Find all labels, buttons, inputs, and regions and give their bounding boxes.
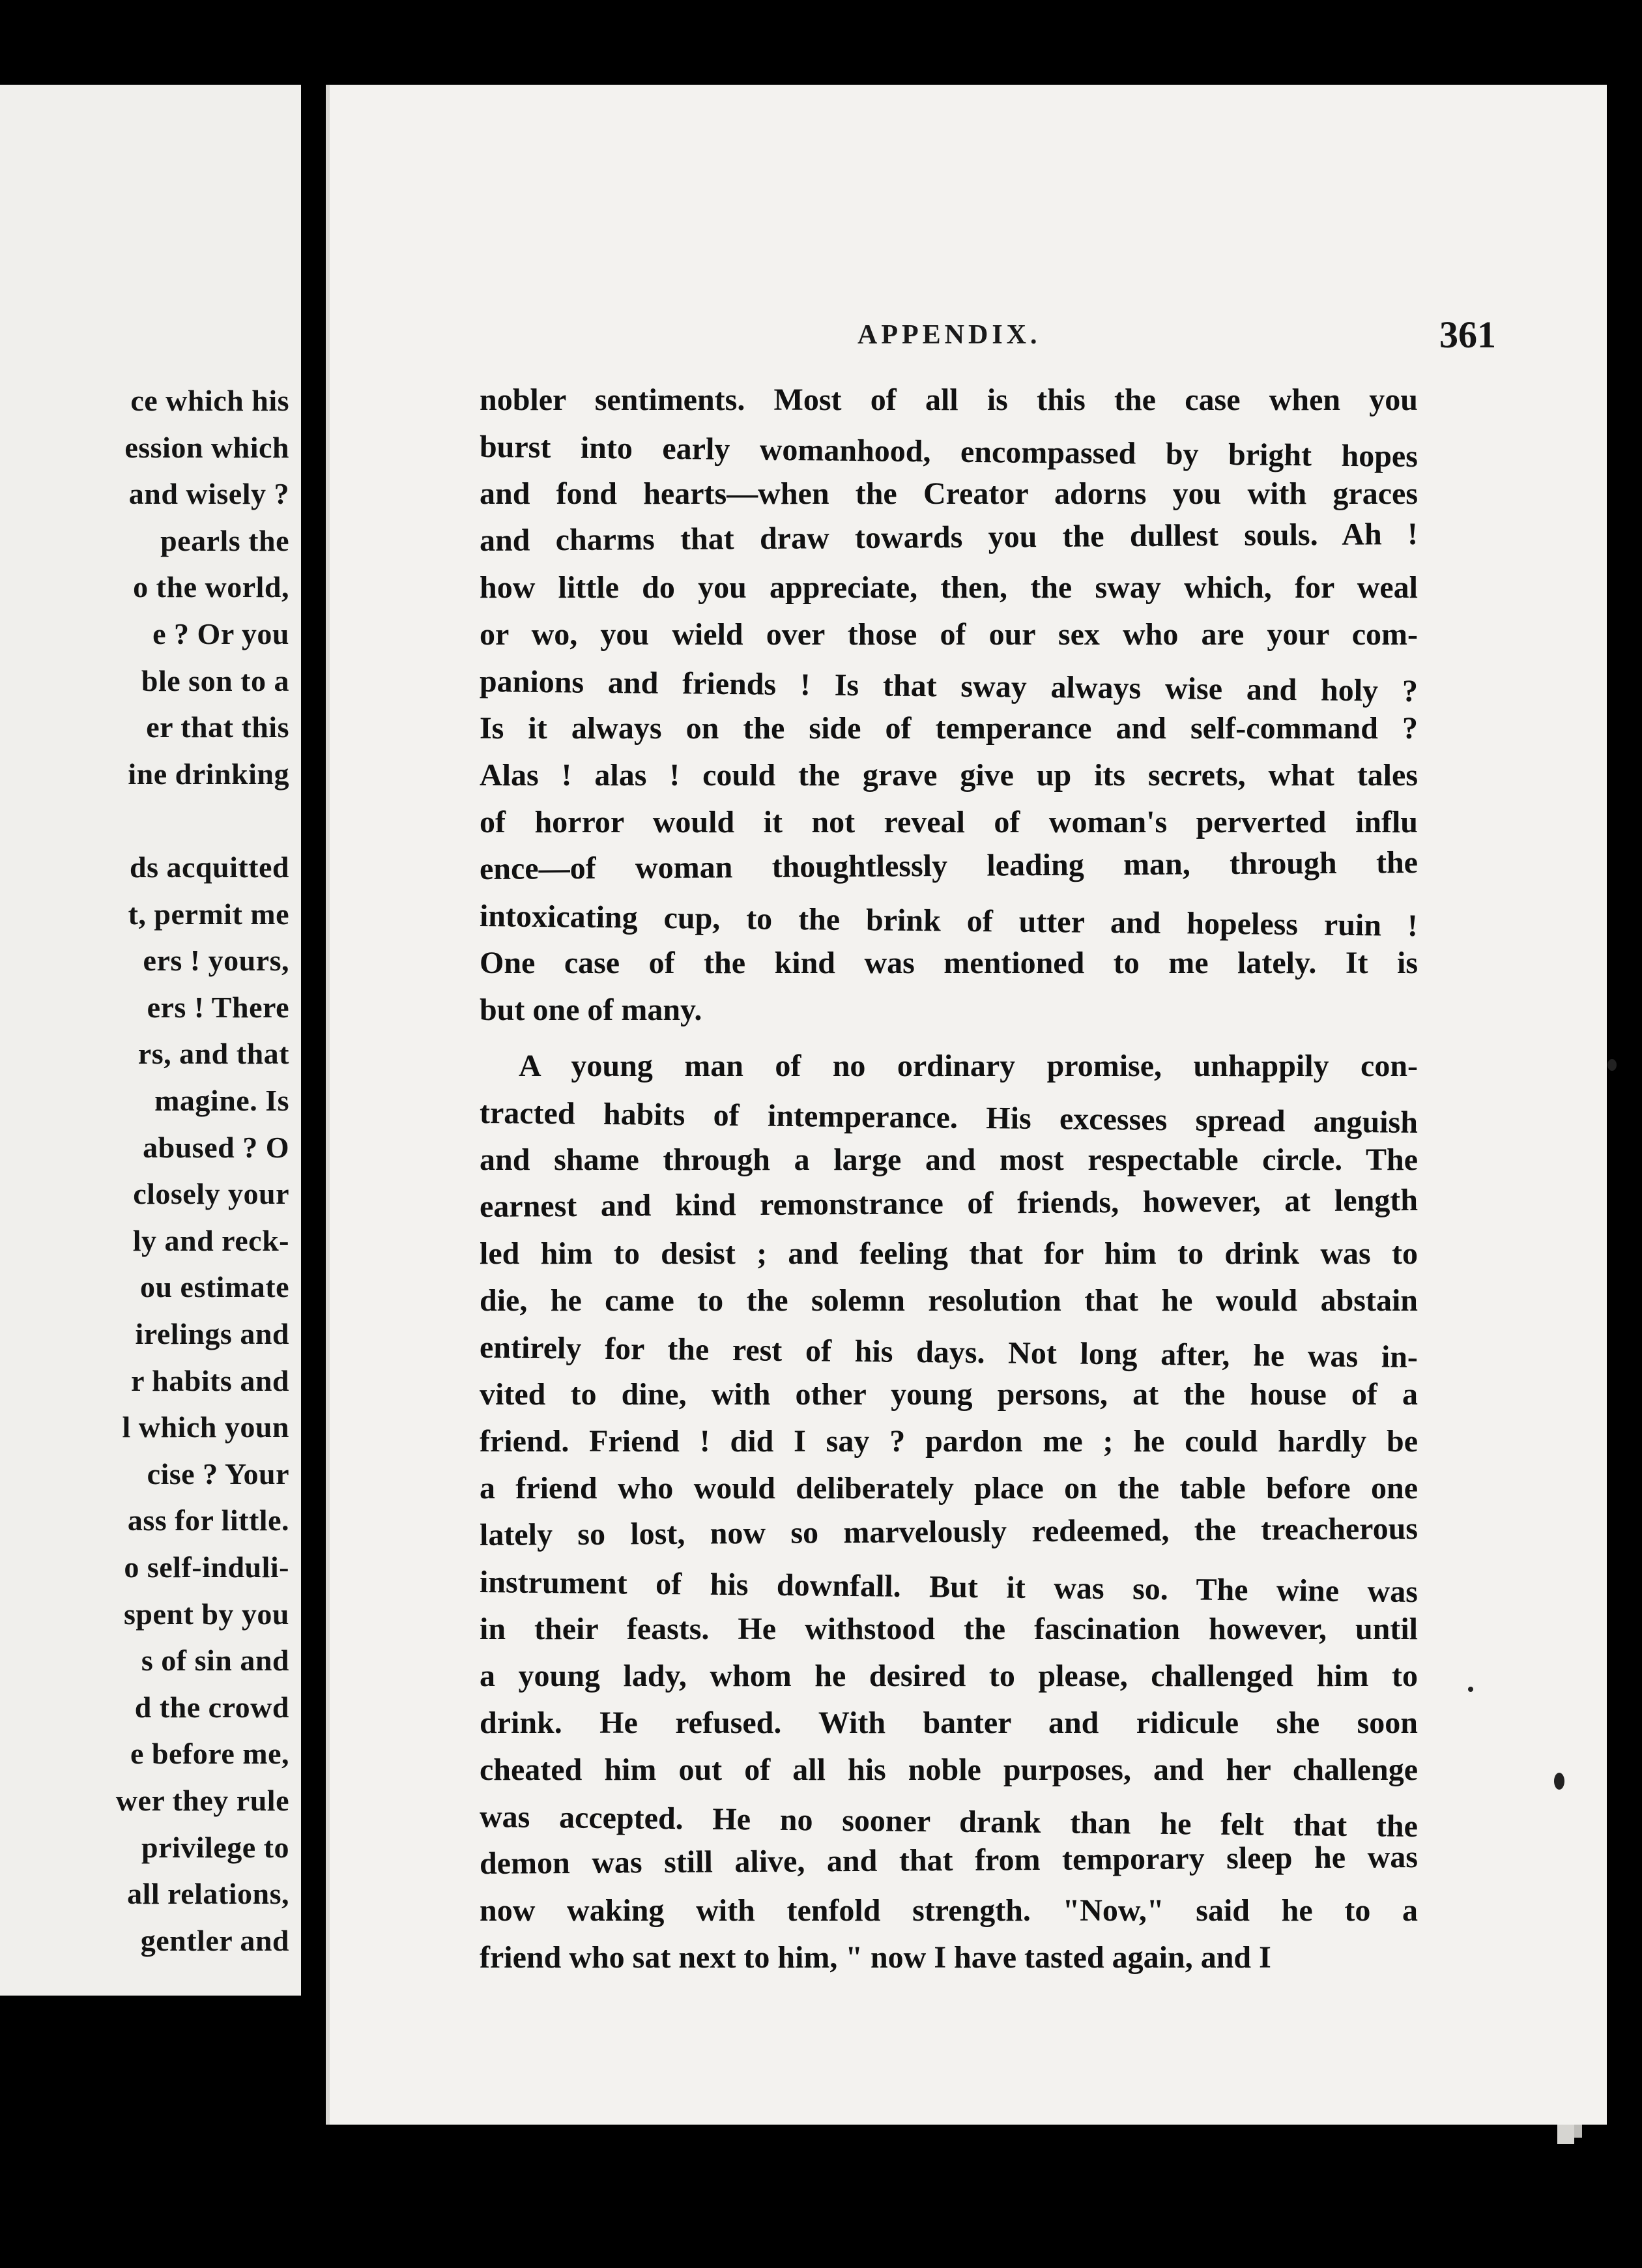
facing-page-line: abused ? O xyxy=(143,1130,289,1164)
facing-page-line: e before me, xyxy=(130,1737,289,1771)
text-line: A young man of no ordinary promise, unhappily con- xyxy=(519,1049,1418,1083)
facing-page-line: ce which his xyxy=(130,384,289,417)
facing-page-line: ers ! There xyxy=(147,990,289,1024)
facing-page-line: all relations, xyxy=(127,1877,289,1911)
facing-page-line: pearls the xyxy=(160,523,289,557)
text-line: instrument of his downfall. But it was so. The wine was xyxy=(479,1565,1419,1610)
text-line: and charms that draw towards you the dullest souls. Ah ! xyxy=(479,516,1419,558)
facing-page-line: ine drinking xyxy=(128,757,289,791)
text-line: led him to desist ; and feeling that for him to drink was to xyxy=(480,1236,1418,1271)
text-line: drink. He refused. With banter and ridicule she soon xyxy=(480,1706,1418,1740)
scan-speck xyxy=(1468,1687,1473,1692)
facing-page-line: er that this xyxy=(146,710,289,744)
facing-page-line: rs, and that xyxy=(137,1037,289,1071)
text-line: and fond hearts—when the Creator adorns you with graces xyxy=(480,476,1418,511)
text-line: of horror would it not reveal of woman's perverted influ xyxy=(480,805,1418,839)
text-line: in their feasts. He withstood the fascination however, until xyxy=(480,1612,1418,1646)
body-text xyxy=(480,377,1418,1981)
facing-page-line: l which youn xyxy=(122,1410,289,1444)
text-line: vited to dine, with other young persons, at the house of a xyxy=(480,1377,1418,1412)
text-line: earnest and kind remonstrance of friends, however, at length xyxy=(479,1182,1419,1224)
text-line: lately so lost, now so marvelously redeemed, the treacherous xyxy=(479,1511,1419,1552)
facing-page-line: privilege to xyxy=(141,1830,289,1864)
text-line: cheated him out of all his noble purposes, and her challenge xyxy=(480,1752,1418,1787)
text-line: One case of the kind was mentioned to me lately. It is xyxy=(480,946,1418,980)
facing-page-line: r habits and xyxy=(131,1363,289,1397)
facing-page-line: ly and reck- xyxy=(132,1223,289,1257)
scan-speck xyxy=(1607,1059,1617,1071)
text-line: tracted habits of intemperance. His excesses spread anguish xyxy=(479,1096,1419,1141)
text-line: panions and friends ! Is that sway always wise and holy ? xyxy=(479,664,1419,709)
text-line: burst into early womanhood, encompassed by bright hopes xyxy=(479,429,1419,474)
facing-page-line: spent by you xyxy=(124,1597,289,1631)
facing-page-line: d the crowd xyxy=(134,1690,289,1724)
text-line: entirely for the rest of his days. Not long after, he was in- xyxy=(479,1330,1419,1375)
text-line: and shame through a large and most respectable circle. The xyxy=(480,1142,1418,1177)
facing-page-line: s of sin and xyxy=(141,1644,289,1678)
facing-page-line: o the world, xyxy=(133,570,289,604)
text-line: how little do you appreciate, then, the sway which, for weal xyxy=(480,570,1418,605)
text-line: die, he came to the solemn resolution that he would abstain xyxy=(480,1283,1418,1318)
facing-page-line: gentler and xyxy=(140,1923,289,1957)
facing-page-line: ds acquitted xyxy=(130,850,289,884)
text-line: ence—of woman thoughtlessly leading man, through the xyxy=(479,845,1419,886)
facing-page-line: ass for little. xyxy=(127,1504,289,1537)
facing-page-line: cise ? Your xyxy=(147,1457,289,1490)
text-line: but one of many. xyxy=(480,993,702,1027)
facing-page-line: magine. Is xyxy=(154,1084,289,1117)
running-header xyxy=(330,313,1607,371)
text-line: intoxicating cup, to the brink of utter and hopeless ruin ! xyxy=(479,899,1419,944)
facing-page-line: ou estimate xyxy=(139,1270,289,1304)
running-title: APPENDIX. xyxy=(857,320,1041,350)
scan-speck xyxy=(1554,1773,1564,1790)
page-number: 361 xyxy=(1439,313,1496,356)
facing-page-line: e ? Or you xyxy=(152,617,289,650)
text-line: Is it always on the side of temperance and self-command ? xyxy=(480,711,1418,746)
text-line: Alas ! alas ! could the grave give up its secrets, what tales xyxy=(480,758,1418,792)
facing-page-line: and wisely ? xyxy=(128,477,289,511)
facing-page-line: o self-induli- xyxy=(124,1550,289,1584)
text-line: friend. Friend ! did I say ? pardon me ; he could hardly be xyxy=(480,1424,1418,1459)
text-line: a friend who would deliberately place on the table before one xyxy=(480,1471,1418,1505)
facing-page-line: irelings and xyxy=(135,1317,289,1350)
facing-page-line: t, permit me xyxy=(128,897,289,931)
facing-page-line: ession which xyxy=(124,430,289,464)
paragraph-gap xyxy=(480,1034,1418,1043)
facing-page-line: ble son to a xyxy=(141,663,289,697)
text-line: a young lady, whom he desired to please, challenged him to xyxy=(480,1659,1418,1693)
text-line: nobler sentiments. Most of all is this the case when you xyxy=(480,383,1418,417)
facing-page-line: ers ! yours, xyxy=(143,944,289,978)
text-line: friend who sat next to him, " now I have tasted again, and I xyxy=(480,1940,1271,1975)
facing-page-line: wer they rule xyxy=(115,1784,289,1817)
text-line: was accepted. He no sooner drank than he felt that the xyxy=(479,1799,1419,1844)
book-page xyxy=(326,85,1607,2125)
text-line: or wo, you wield over those of our sex who are your com- xyxy=(480,617,1418,652)
text-line: now waking with tenfold strength. "Now," said he to a xyxy=(480,1893,1418,1928)
text-line: demon was still alive, and that from temporary sleep he was xyxy=(479,1839,1419,1881)
facing-page-line: closely your xyxy=(133,1177,289,1211)
facing-page-fragment xyxy=(0,85,301,1996)
